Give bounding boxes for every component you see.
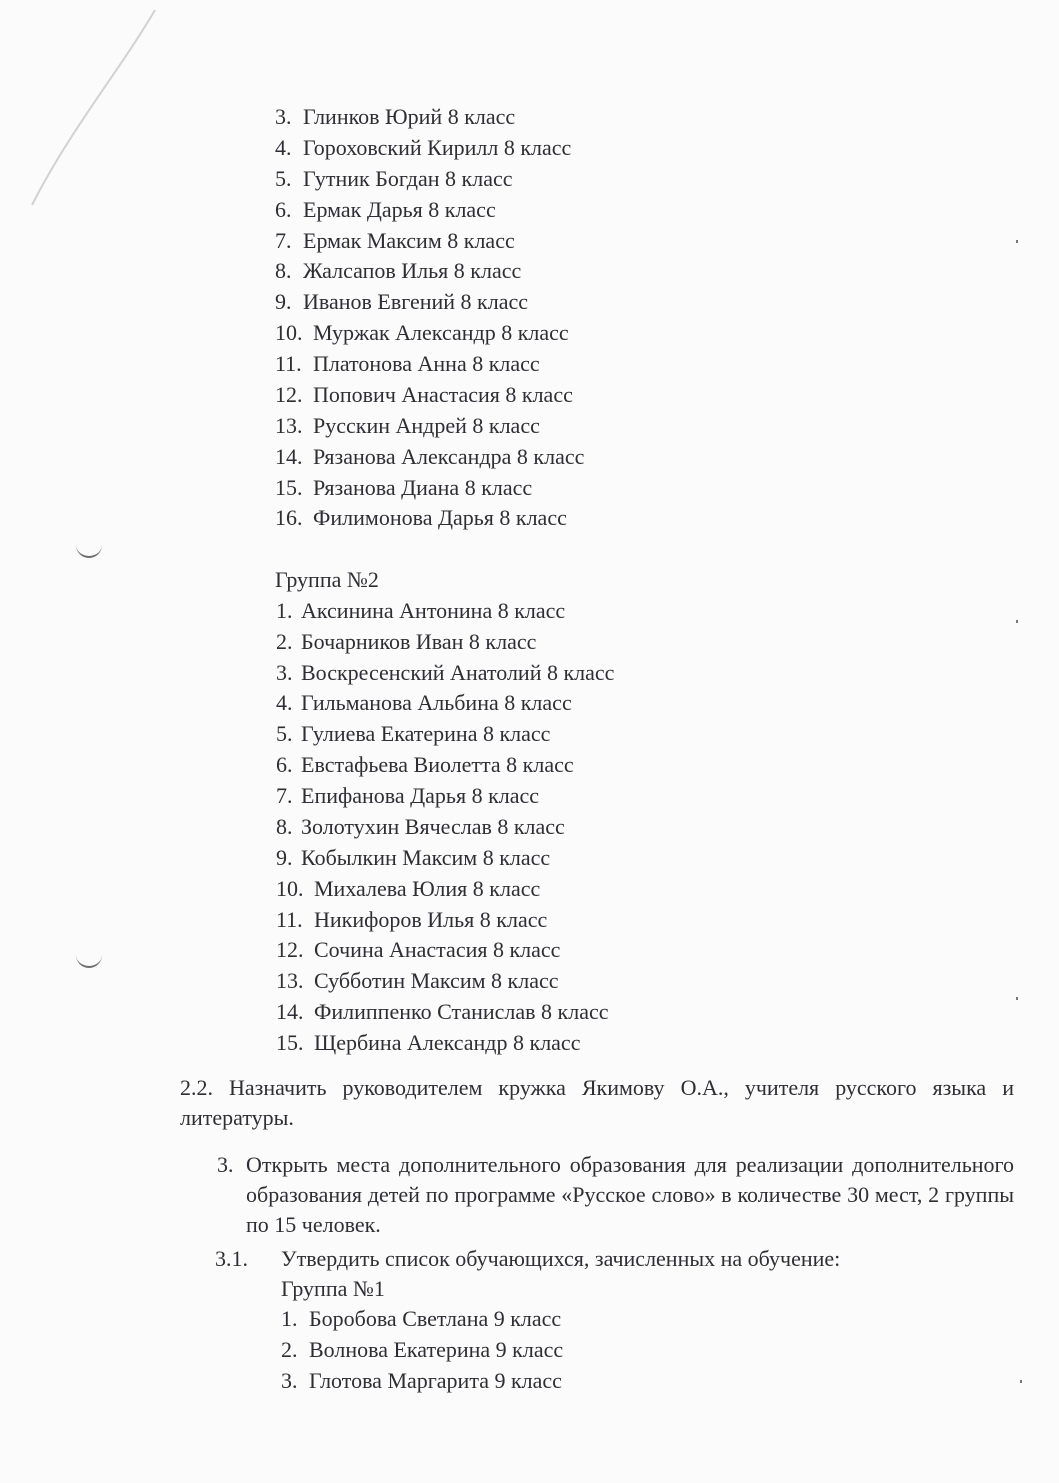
scan-dot <box>1016 240 1018 243</box>
list-item: 1. Боробова Светлана 9 класс <box>281 1306 562 1331</box>
list-item: 14. Рязанова Александра 8 класс <box>275 444 585 469</box>
list-item: 13. Русскин Андрей 8 класс <box>275 413 540 438</box>
list-item: 3. Глинков Юрий 8 класс <box>275 104 516 129</box>
punch-hole-mark <box>76 954 102 968</box>
list-item: 14. Филиппенко Станислав 8 класс <box>276 999 609 1024</box>
list-item: 9. Кобылкин Максим 8 класс <box>276 845 551 870</box>
list-item: 7. Епифанова Дарья 8 класс <box>276 783 540 808</box>
clause-3-text: Открыть места дополнительного образования для реализации дополнительного образования детей по программе «Русское слово» в количестве 30 мест, 2 группы по 15 человек. <box>246 1152 1014 1237</box>
list-item: 11. Никифоров Илья 8 класс <box>276 907 548 932</box>
scan-dot <box>1016 620 1018 623</box>
list-item: 11. Платонова Анна 8 класс <box>275 351 540 376</box>
list-item: 2. Бочарников Иван 8 класс <box>276 629 537 654</box>
list-item: 12. Сочина Анастасия 8 класс <box>276 937 561 962</box>
list-item: 9. Иванов Евгений 8 класс <box>275 289 529 314</box>
list-item: 10. Михалева Юлия 8 класс <box>276 876 541 901</box>
scan-dot <box>1020 1380 1022 1383</box>
list-item: 7. Ермак Максим 8 класс <box>275 228 515 253</box>
list-item: 5. Гутник Богдан 8 класс <box>275 166 513 191</box>
clause-3-number: 3. <box>217 1152 234 1177</box>
list-item: 8. Жалсапов Илья 8 класс <box>275 258 522 283</box>
clause-3-1-text: Утвердить список обучающихся, зачисленных на обучение: <box>281 1246 841 1271</box>
list-item: 16. Филимонова Дарья 8 класс <box>275 505 567 530</box>
list-item: 4. Гороховский Кирилл 8 класс <box>275 135 572 160</box>
list-item: 6. Ермак Дарья 8 класс <box>275 197 496 222</box>
list-item: 13. Субботин Максим 8 класс <box>276 968 559 993</box>
list-item: 10. Муржак Александр 8 класс <box>275 320 569 345</box>
list-item: 3. Воскресенский Анатолий 8 класс <box>276 660 615 685</box>
list-item: 5. Гулиева Екатерина 8 класс <box>276 721 551 746</box>
page-fold-line <box>0 0 170 230</box>
list-item: 3. Глотова Маргарита 9 класс <box>281 1368 562 1393</box>
list-item: 4. Гильманова Альбина 8 класс <box>276 690 572 715</box>
list-item: 6. Евстафьева Виолетта 8 класс <box>276 752 574 777</box>
list-item: 15. Щербина Александр 8 класс <box>276 1030 581 1055</box>
list-item: 8. Золотухин Вячеслав 8 класс <box>276 814 565 839</box>
clause-3-1-number: 3.1. <box>215 1246 248 1271</box>
clause-2-2: 2.2. Назначить руководителем кружка Якимову О.А., учителя русского языка и литературы. <box>180 1075 1014 1130</box>
scan-dot <box>1016 997 1018 1000</box>
list-item: 15. Рязанова Диана 8 класс <box>275 475 533 500</box>
list-item: 12. Попович Анастасия 8 класс <box>275 382 573 407</box>
punch-hole-mark <box>76 544 102 558</box>
list-item: 2. Волнова Екатерина 9 класс <box>281 1337 564 1362</box>
group1-heading: Группа №1 <box>281 1276 385 1301</box>
group2-heading: Группа №2 <box>275 567 379 592</box>
list-item: 1. Аксинина Антонина 8 класс <box>276 598 566 623</box>
